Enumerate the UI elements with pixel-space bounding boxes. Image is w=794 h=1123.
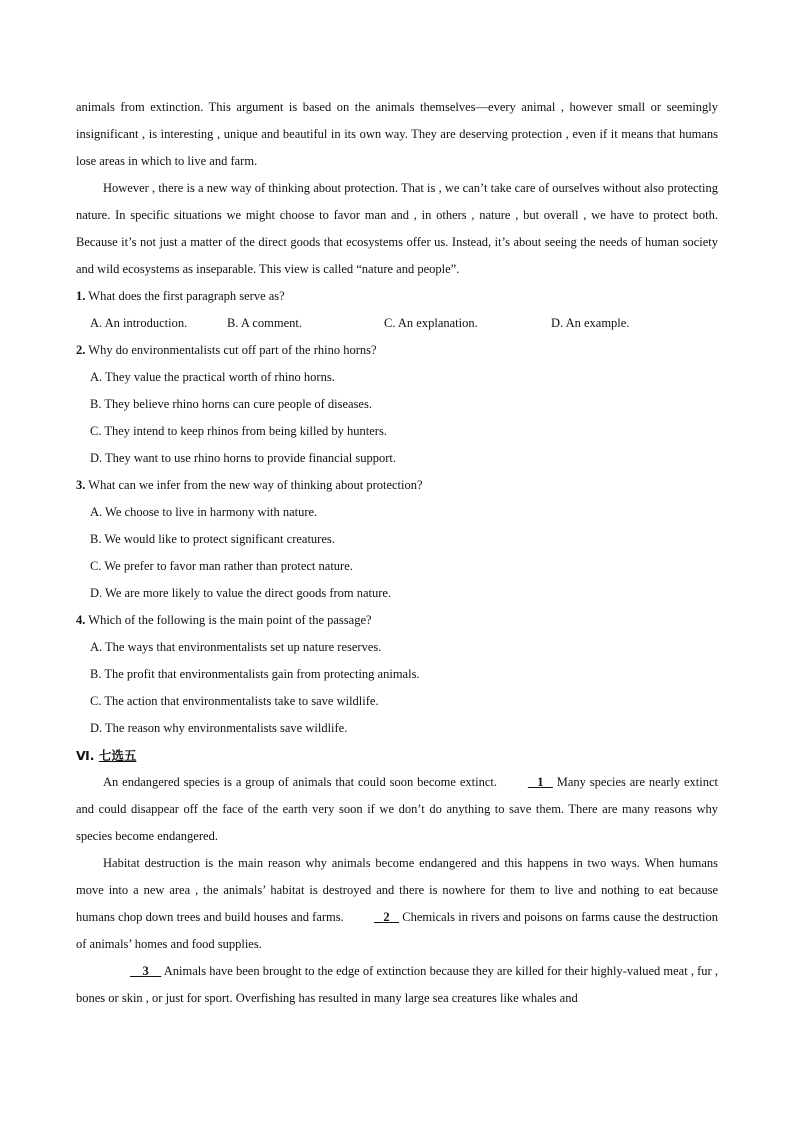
question-text: Why do environmentalists cut off part of the rhino horns? bbox=[88, 343, 377, 357]
paragraph-text: Many species are nearly extinct and could disappear off the face of the earth very soon if we don’t do anything to save them. There are many reasons why species become endangered. bbox=[76, 775, 719, 843]
option-b: B. We would like to protect significant creatures. bbox=[90, 532, 335, 546]
passage2-paragraph-3 bbox=[76, 958, 718, 1012]
option-c: C. We prefer to favor man rather than protect nature. bbox=[90, 559, 353, 573]
option-d: D. An example. bbox=[551, 316, 630, 330]
option-b: B. They believe rhino horns can cure people of diseases. bbox=[90, 397, 372, 411]
option-a: A. The ways that environmentalists set up nature reserves. bbox=[90, 640, 382, 654]
paragraph-text: Animals have been brought to the edge of extinction because they are killed for their highly-valued meat , fur , bones or skin , or just for sport. Overfishing has resulted in many large sea creatures like whales and bbox=[76, 964, 719, 1005]
question-1 bbox=[76, 283, 718, 337]
paragraph-text: Chemicals in rivers and poisons on farms cause the destruction of animals’ homes and food supplies. bbox=[76, 910, 719, 951]
question-number: 3. bbox=[76, 478, 86, 492]
question-number: 4. bbox=[76, 613, 86, 627]
options-row bbox=[76, 310, 718, 337]
paragraph-text: An endangered species is a group of animals that could soon become extinct. bbox=[103, 775, 497, 789]
option-c: C. An explanation. bbox=[384, 316, 478, 330]
blank-1 bbox=[501, 769, 553, 796]
section-number: Ⅵ. bbox=[76, 748, 95, 763]
question-3 bbox=[76, 472, 718, 607]
option-b: B. A comment. bbox=[227, 316, 302, 330]
passage-paragraph-2: However , there is a new way of thinking about protection. That is , we can’t take care of ourselves without also protecting nature. In specific situations we might choose to favor man and , in others , nature , but overall , we have to protect both. Because it’s not just a matter of the direct goods that ecosystems offer us. Instead, it’s about seeing the needs of human society and wild ecosystems as inseparable. This view is called “nature and people”. bbox=[76, 181, 718, 276]
question-text: What does the first paragraph serve as? bbox=[88, 289, 285, 303]
passage2-paragraph-1 bbox=[76, 769, 718, 850]
blank-number: 1 bbox=[537, 775, 544, 789]
question-2 bbox=[76, 337, 718, 472]
option-b: B. The profit that environmentalists gain from protecting animals. bbox=[90, 667, 420, 681]
passage-paragraph-1: animals from extinction. This argument is based on the animals themselves—every animal , however small or seemingly insignificant , is interesting , unique and beautiful in its own way. They are deserving protection , even if it means that humans lose areas in which to live and farm. bbox=[76, 100, 718, 168]
blank-2 bbox=[347, 904, 399, 931]
document-page bbox=[76, 94, 718, 1012]
option-d: D. We are more likely to value the direct goods from nature. bbox=[90, 586, 392, 600]
blank-number: 3 bbox=[142, 964, 149, 978]
option-a: A. They value the practical worth of rhino horns. bbox=[90, 370, 335, 384]
option-c: C. They intend to keep rhinos from being killed by hunters. bbox=[90, 424, 387, 438]
section-heading bbox=[76, 742, 718, 769]
blank-3 bbox=[103, 958, 161, 985]
question-number: 2. bbox=[76, 343, 86, 357]
question-text: What can we infer from the new way of thinking about protection? bbox=[88, 478, 423, 492]
passage2-paragraph-2 bbox=[76, 850, 718, 958]
option-a: A. We choose to live in harmony with nature. bbox=[90, 505, 318, 519]
question-text: Which of the following is the main point of the passage? bbox=[88, 613, 372, 627]
blank-number: 2 bbox=[383, 910, 390, 924]
section-title: 七选五 bbox=[98, 748, 137, 763]
option-d: D. They want to use rhino horns to provide financial support. bbox=[90, 451, 396, 465]
question-4 bbox=[76, 607, 718, 742]
question-number: 1. bbox=[76, 289, 86, 303]
option-c: C. The action that environmentalists take to save wildlife. bbox=[90, 694, 379, 708]
option-d: D. The reason why environmentalists save wildlife. bbox=[90, 721, 348, 735]
option-a: A. An introduction. bbox=[90, 316, 188, 330]
paragraph-text: Habitat destruction is the main reason why animals become endangered and this happens in two ways. When humans move into a new area , the animals’ habitat is destroyed and there is nowhere for them to live and nothing to eat because humans chop down trees and build houses and farms. bbox=[76, 856, 718, 924]
